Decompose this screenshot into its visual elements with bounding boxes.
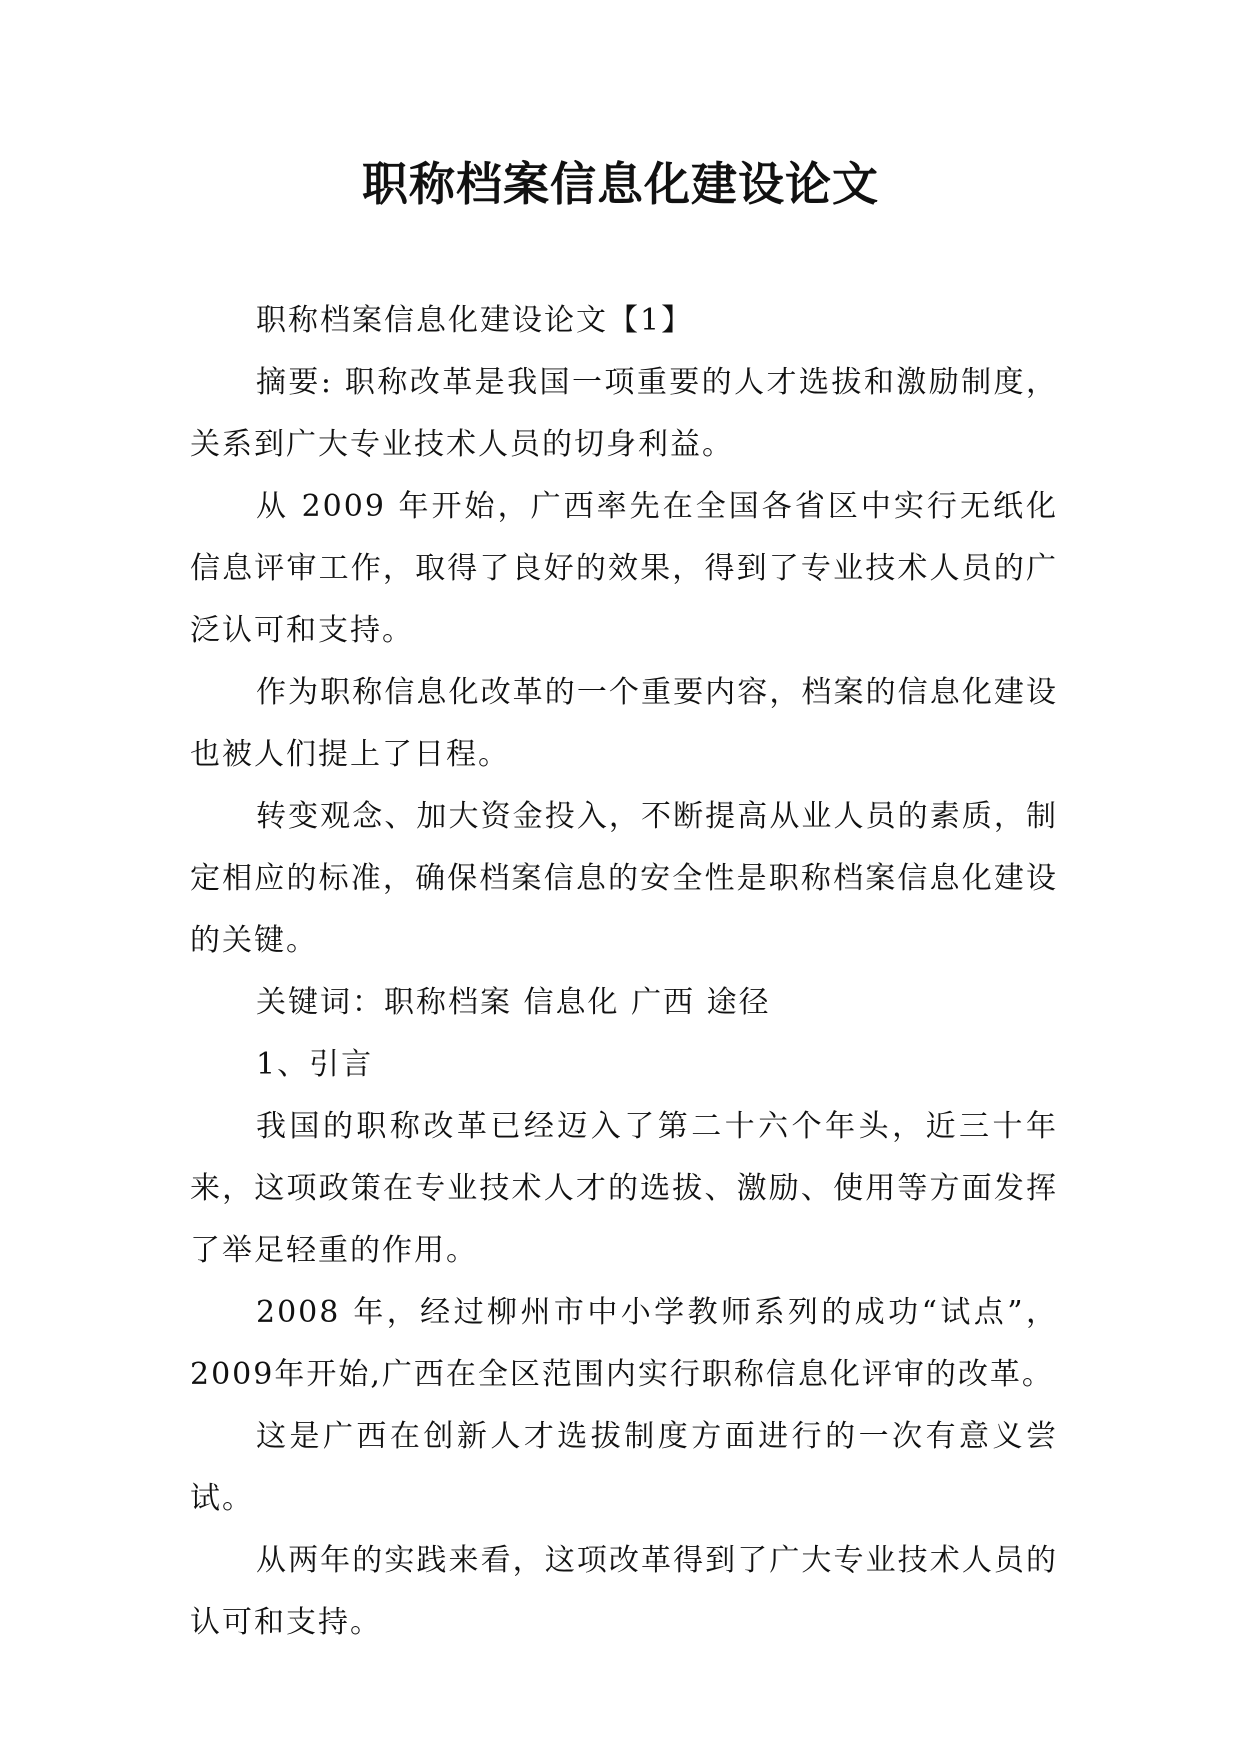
body-paragraph: 作为职称信息化改革的一个重要内容，档案的信息化建设也被人们提上了日程。 <box>190 675 1058 772</box>
subtitle-paragraph: 职称档案信息化建设论文【1】 <box>256 303 694 338</box>
document-title: 职称档案信息化建设论文 <box>362 157 879 211</box>
keywords-paragraph: 关键词：职称档案 信息化 广西 途径 <box>256 985 771 1020</box>
document-body <box>190 290 1058 1654</box>
abstract-paragraph: 摘要: 职称改革是我国一项重要的人才选拔和激励制度，关系到广大专业技术人员的切身利益。 <box>190 365 1058 462</box>
section-heading: 1、引言 <box>256 1047 374 1082</box>
body-paragraph: 这是广西在创新人才选拔制度方面进行的一次有意义尝试。 <box>190 1419 1058 1516</box>
body-paragraph: 转变观念、加大资金投入，不断提高从业人员的素质，制定相应的标准，确保档案信息的安全性是职称档案信息化建设的关键。 <box>190 799 1058 958</box>
body-paragraph: 从 2009 年开始，广西率先在全国各省区中实行无纸化信息评审工作，取得了良好的效果，得到了专业技术人员的广泛认可和支持。 <box>190 489 1058 648</box>
body-paragraph: 2008 年，经过柳州市中小学教师系列的成功“试点”，2009年开始,广西在全区范围内实行职称信息化评审的改革。 <box>190 1295 1058 1392</box>
body-paragraph: 从两年的实践来看，这项改革得到了广大专业技术人员的认可和支持。 <box>190 1543 1058 1640</box>
body-paragraph: 我国的职称改革已经迈入了第二十六个年头，近三十年来，这项政策在专业技术人才的选拔、激励、使用等方面发挥了举足轻重的作用。 <box>190 1109 1058 1268</box>
